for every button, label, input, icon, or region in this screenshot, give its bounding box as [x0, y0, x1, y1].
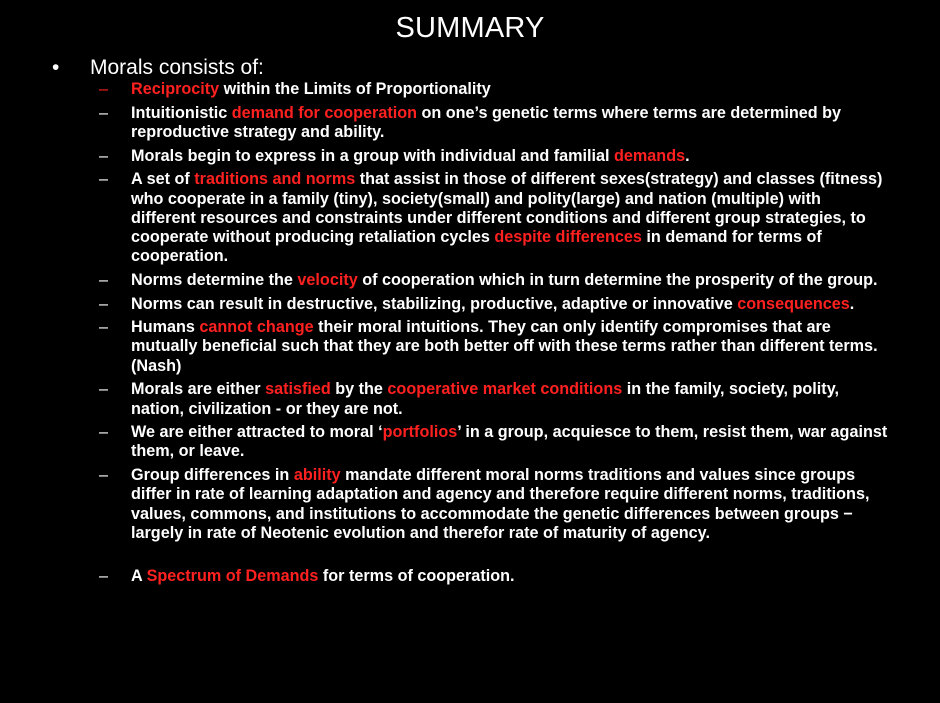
bullet-text: A set of: [131, 170, 195, 189]
bullet-text: ’ in a group, acquiesce to them, resist them, war against them, or leave.: [131, 423, 888, 461]
dash-bullet-icon: –: [99, 566, 109, 585]
dash-bullet-icon: –: [99, 466, 109, 485]
bullet-text: Morals are either: [131, 380, 266, 399]
sub-bullet-item: [99, 170, 889, 266]
bullet-text: their moral intuitions. They can only identify compromises that are mutually beneficial such that they are both better off with these terms rather than different terms. (Nash): [131, 318, 878, 375]
bullet-text: .: [685, 146, 690, 165]
dash-bullet-icon: –: [99, 270, 109, 289]
bullet-text: Morals begin to express in a group with individual and familial: [131, 146, 615, 165]
sub-bullet-item: [99, 295, 889, 314]
bullet-dot-icon: •: [52, 56, 60, 79]
bullet-text: in demand for terms of cooperation.: [131, 227, 822, 266]
dash-bullet-icon: –: [99, 294, 109, 313]
sub-bullet-item: [99, 104, 889, 142]
highlighted-term: demands: [614, 146, 686, 165]
dash-bullet-icon: –: [99, 318, 109, 337]
sub-bullet-item: [99, 423, 889, 461]
dash-bullet-icon: –: [99, 423, 109, 442]
bullet-text: for terms of cooperation.: [318, 566, 515, 585]
highlighted-term: traditions and norms: [194, 170, 356, 189]
highlighted-term: cannot change: [199, 318, 314, 337]
bullet-text: .: [849, 294, 855, 313]
sub-bullet-item: [99, 80, 889, 99]
dash-bullet-icon: –: [99, 146, 109, 165]
dash-bullet-icon: –: [99, 80, 109, 98]
sub-bullet-item: [99, 318, 889, 376]
highlighted-term: demand for cooperation: [231, 103, 417, 122]
dash-bullet-icon: –: [99, 103, 109, 122]
highlighted-term: Reciprocity: [131, 80, 220, 98]
bullet-text: mandate different moral norms traditions and values since groups differ in rate of learning adaptation and agency and therefore require different norms, traditions, values, commons, and institutions to accommodate the genetic differences between groups − largely in rate of Neotenic evolution and therefor rate of maturity of agency.: [131, 466, 870, 542]
highlighted-term: portfolios: [382, 423, 458, 442]
bullet-text: Group differences in: [131, 466, 294, 485]
dash-bullet-icon: –: [99, 380, 109, 399]
sub-bullet-item: [99, 380, 889, 418]
main-bullet-text: Morals consists of:: [90, 56, 264, 79]
bullet-text: A: [131, 566, 147, 585]
bullet-text: that assist in those of different sexes(strategy) and classes (fitness) who cooperate in a family (tiny), society(small) and polity(large) and nation (multiple) with different resources and constraints under different conditions and different group strategies, to cooperate without producing retaliation cycles: [131, 170, 883, 246]
bullet-text: We are either attracted to moral ‘: [131, 423, 383, 442]
sub-bullet-item: [99, 147, 889, 166]
highlighted-term: velocity: [297, 270, 358, 289]
highlighted-term: despite differences: [494, 227, 642, 246]
bullet-text: Norms can result in destructive, stabilizing, productive, adaptive or innovative: [131, 294, 738, 313]
bullet-text: on one’s genetic terms where terms are determined by reproductive strategy and ability.: [131, 103, 842, 141]
bullet-text: Norms determine the: [131, 270, 298, 289]
bullet-text: within the Limits of Proportionality: [219, 80, 491, 98]
bullet-text: of cooperation which in turn determine the prosperity of the group.: [357, 270, 878, 289]
sub-bullet-list: [99, 80, 889, 591]
main-bullet: [52, 56, 264, 80]
highlighted-term: cooperative market conditions: [387, 380, 623, 399]
sub-bullet-item: [99, 271, 889, 290]
bullet-text: Humans: [131, 318, 200, 337]
bullet-text: Intuitionistic: [131, 103, 232, 122]
highlighted-term: Spectrum of Demands: [146, 566, 319, 585]
highlighted-term: ability: [293, 466, 341, 485]
sub-bullet-item: [99, 567, 889, 586]
dash-bullet-icon: –: [99, 170, 109, 189]
bullet-text: by the: [330, 380, 388, 399]
sub-bullet-item: [99, 466, 889, 543]
highlighted-term: consequences: [737, 294, 850, 313]
highlighted-term: satisfied: [265, 380, 331, 399]
slide-title: SUMMARY: [395, 12, 545, 44]
bullet-text: in the family, society, polity, nation, civilization - or they are not.: [131, 380, 839, 418]
